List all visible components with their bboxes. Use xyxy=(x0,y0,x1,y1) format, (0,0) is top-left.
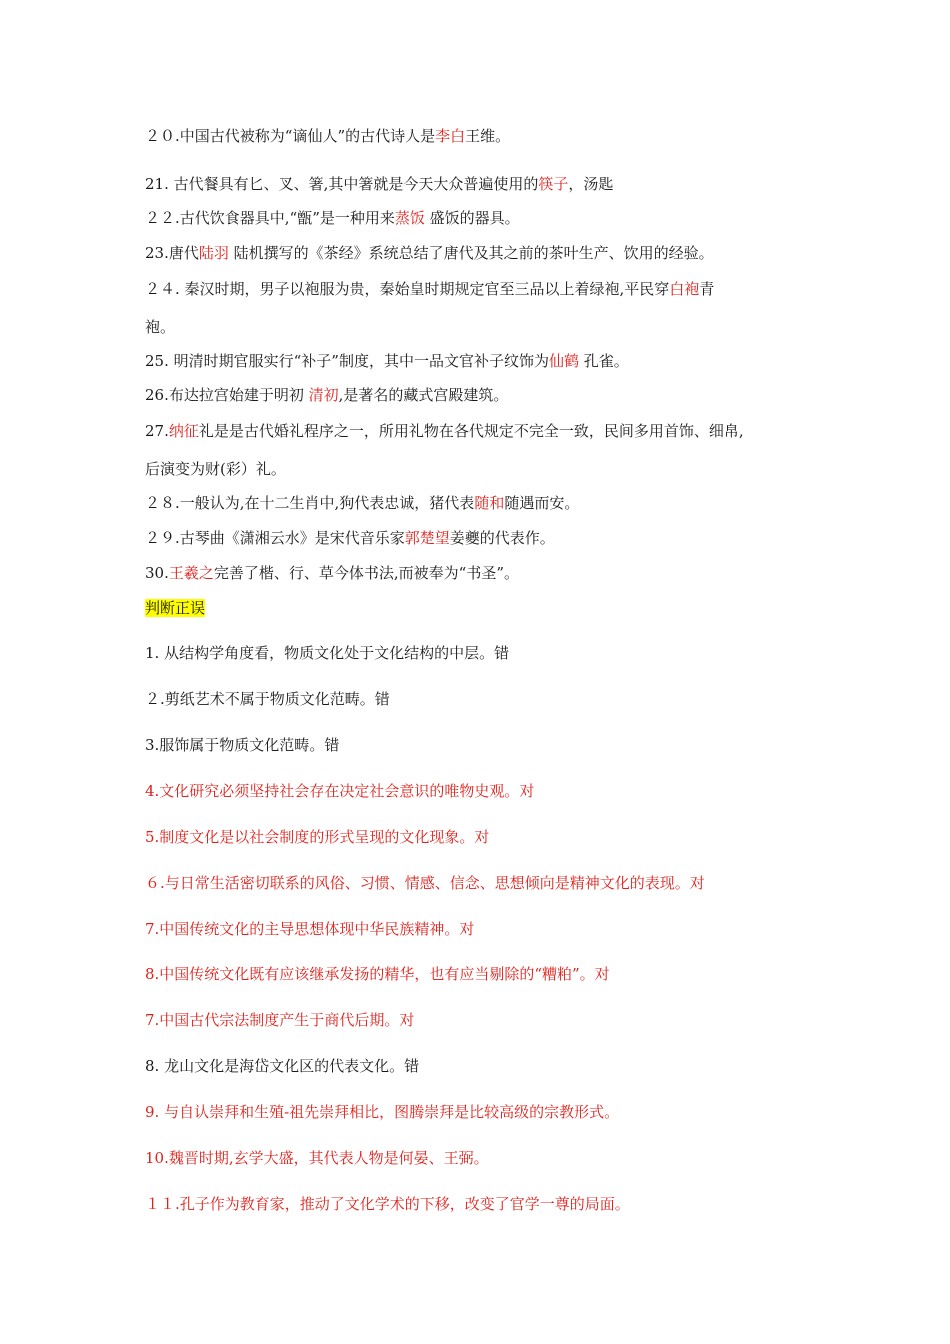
judgment-item: 10.魏晋时期,玄学大盛，其代表人物是何晏、王弼。 xyxy=(145,1149,489,1167)
judgment-item: 8.中国传统文化既有应该继承发扬的精华，也有应当剔除的“糟粕”。对 xyxy=(145,965,610,983)
judgment-item: 8. 龙山文化是海岱文化区的代表文化。错 xyxy=(145,1057,420,1075)
fill-in-item-24-cont: 袍。 xyxy=(145,318,176,336)
judgment-item: 5.制度文化是以社会制度的形式呈现的文化现象。对 xyxy=(145,828,490,846)
fill-in-item-27-cont: 后演变为财(彩）礼。 xyxy=(145,460,286,478)
fill-in-item-29: ２９.古琴曲《潇湘云水》是宋代音乐家郭楚望姜夔的代表作。 xyxy=(145,529,555,547)
fill-in-item-26: 26.布达拉宫始建于明初 清初,是著名的藏式宫殿建筑。 xyxy=(145,386,509,404)
fill-in-item-28: ２８.一般认为,在十二生肖中,狗代表忠诚，猪代表随和随遇而安。 xyxy=(145,494,580,512)
judgment-item: １１.孔子作为教育家，推动了文化学术的下移，改变了官学一尊的局面。 xyxy=(145,1195,630,1213)
fill-in-item-23: 23.唐代陆羽 陆机撰写的《茶经》系统总结了唐代及其之前的茶叶生产、饮用的经验。 xyxy=(145,244,714,262)
judgment-item: 4.文化研究必须坚持社会存在决定社会意识的唯物史观。对 xyxy=(145,782,535,800)
judgment-item: 9. 与自认崇拜和生殖-祖先崇拜相比，图腾崇拜是比较高级的宗教形式。 xyxy=(145,1103,620,1121)
fill-in-item-21: 21. 古代餐具有匕、叉、箸,其中箸就是今天大众普遍使用的筷子，汤匙 xyxy=(145,175,614,193)
fill-in-item-30: 30.王羲之完善了楷、行、草今体书法,而被奉为“书圣”。 xyxy=(145,564,519,582)
section-title: 判断正误 xyxy=(145,599,206,617)
judgment-item: ２.剪纸艺术不属于物质文化范畴。错 xyxy=(145,690,390,708)
fill-in-item-25: 25. 明清时期官服实行“补子”制度，其中一品文官补子纹饰为仙鹤 孔雀。 xyxy=(145,352,629,370)
judgment-item: 7.中国古代宗法制度产生于商代后期。对 xyxy=(145,1011,415,1029)
judgment-item: 7.中国传统文化的主导思想体现中华民族精神。对 xyxy=(145,920,475,938)
fill-in-item-27: 27.纳征礼是是古代婚礼程序之一，所用礼物在各代规定不完全一致，民间多用首饰、细帛, xyxy=(145,422,744,440)
fill-in-item-24: ２４. 秦汉时期，男子以袍服为贵，秦始皇时期规定官至三品以上着绿袍,平民穿白袍青 xyxy=(145,280,715,298)
fill-in-item-22: ２２.古代饮食器具中,“甑”是一种用来蒸饭 盛饭的器具。 xyxy=(145,209,520,227)
judgment-item: 3.服饰属于物质文化范畴。错 xyxy=(145,736,340,754)
judgment-item: ６.与日常生活密切联系的风俗、习惯、情感、信念、思想倾向是精神文化的表现。对 xyxy=(145,874,705,892)
judgment-item: 1. 从结构学角度看，物质文化处于文化结构的中层。错 xyxy=(145,644,510,662)
fill-in-item-20: ２０.中国古代被称为“谪仙人”的古代诗人是李白王维。 xyxy=(145,127,511,145)
